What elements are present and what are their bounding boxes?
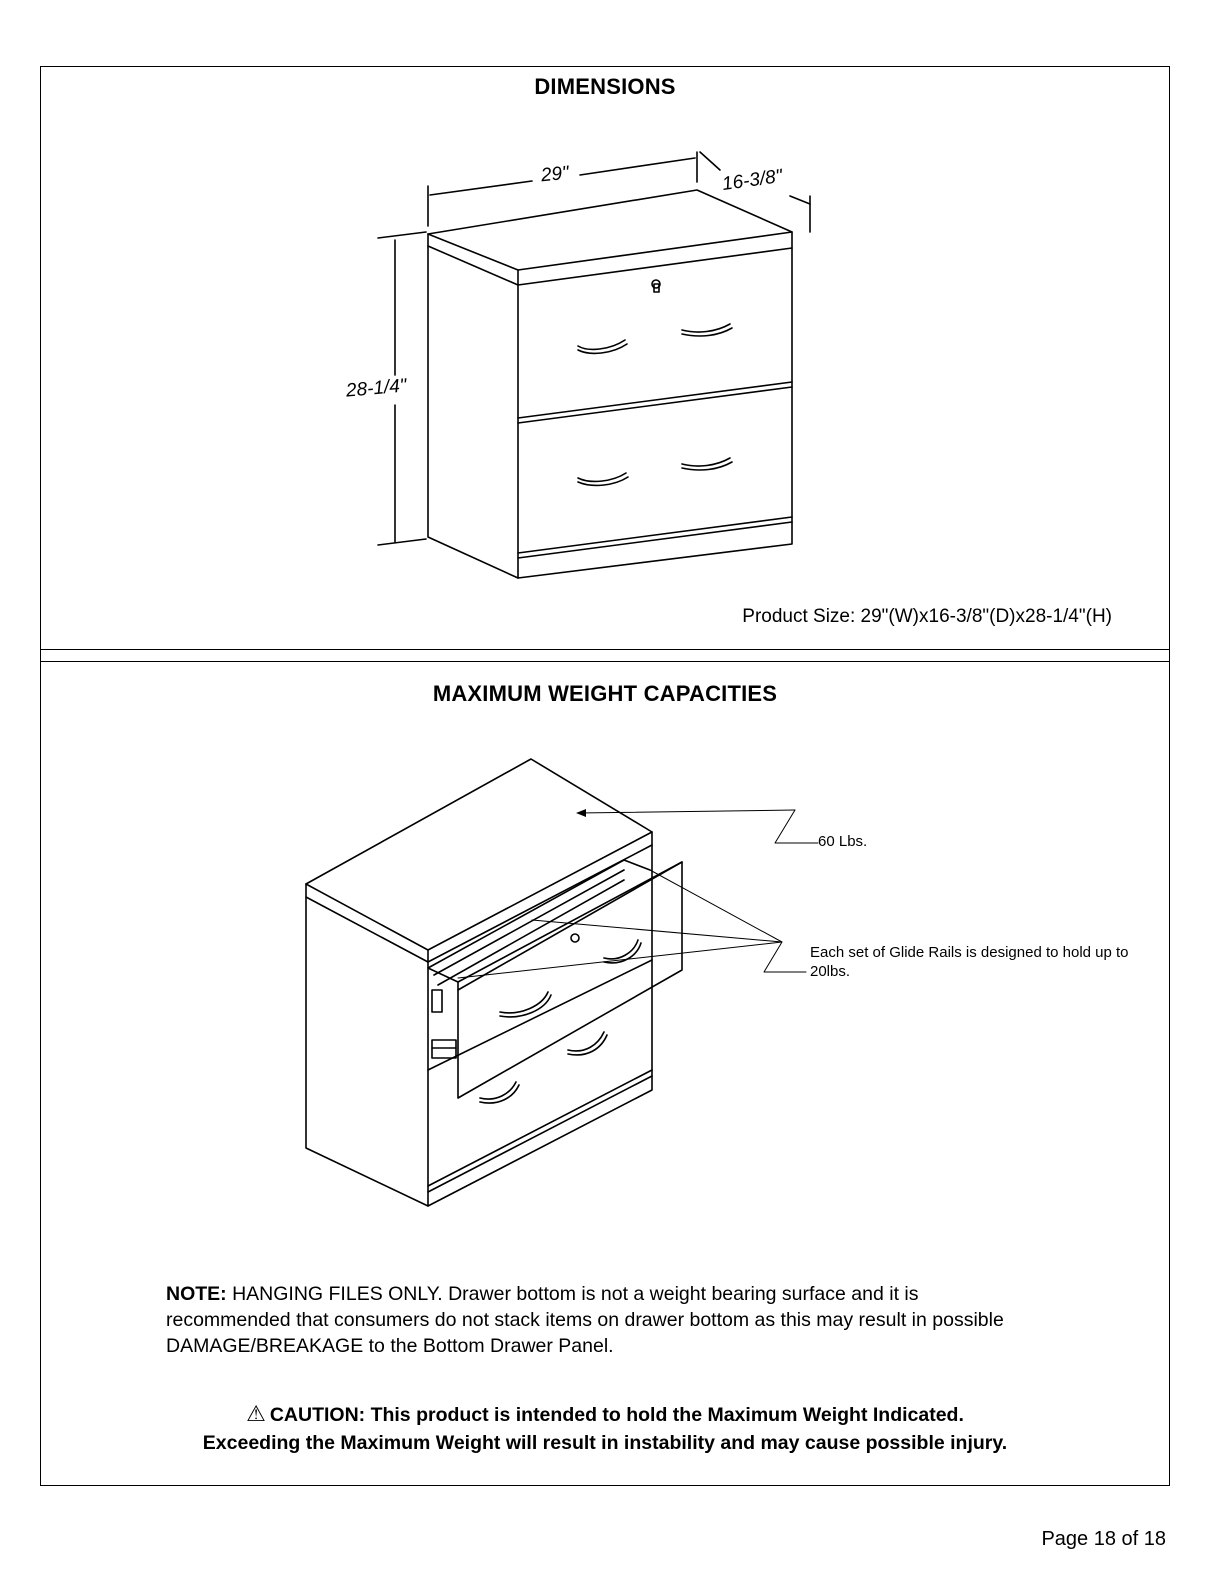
glide-rails-callout: Each set of Glide Rails is designed to hold up to 20lbs. bbox=[810, 944, 1129, 980]
dimensions-title: DIMENSIONS bbox=[534, 74, 676, 99]
hanging-files-note bbox=[166, 1281, 1046, 1359]
height-dimension-label: 28-1/4" bbox=[345, 375, 408, 402]
caution-line-1 bbox=[40, 1400, 1170, 1429]
width-dimension-label: 29" bbox=[539, 162, 570, 187]
warning-triangle-icon: ⚠ bbox=[246, 1401, 266, 1426]
top-capacity-callout: 60 Lbs. bbox=[818, 833, 868, 850]
arrow-head bbox=[576, 809, 586, 817]
depth-dimension-label: 16-3/8" bbox=[720, 165, 784, 196]
open-cabinet-drawing bbox=[306, 759, 818, 1206]
product-size-label: Product Size: 29"(W)x16-3/8"(D)x28-1/4"(H) bbox=[742, 606, 1112, 627]
caution-block bbox=[40, 1400, 1170, 1457]
caution-text-1: CAUTION: This product is intended to hold the Maximum Weight Indicated. bbox=[269, 1404, 964, 1426]
page-number: Page 18 of 18 bbox=[1041, 1528, 1166, 1550]
note-label: NOTE: bbox=[166, 1283, 227, 1305]
weight-capacities-title: MAXIMUM WEIGHT CAPACITIES bbox=[432, 681, 778, 706]
note-text: HANGING FILES ONLY. Drawer bottom is not a weight bearing surface and it is recommended that consumers do not stack items on drawer bottom as this may result in possible DAMAGE/BREAKAGE to the Bottom Drawer Panel. bbox=[166, 1283, 1004, 1357]
caution-line-2: Exceeding the Maximum Weight will result in instability and may cause possible injury. bbox=[202, 1432, 1008, 1454]
closed-cabinet-drawing bbox=[378, 152, 810, 578]
